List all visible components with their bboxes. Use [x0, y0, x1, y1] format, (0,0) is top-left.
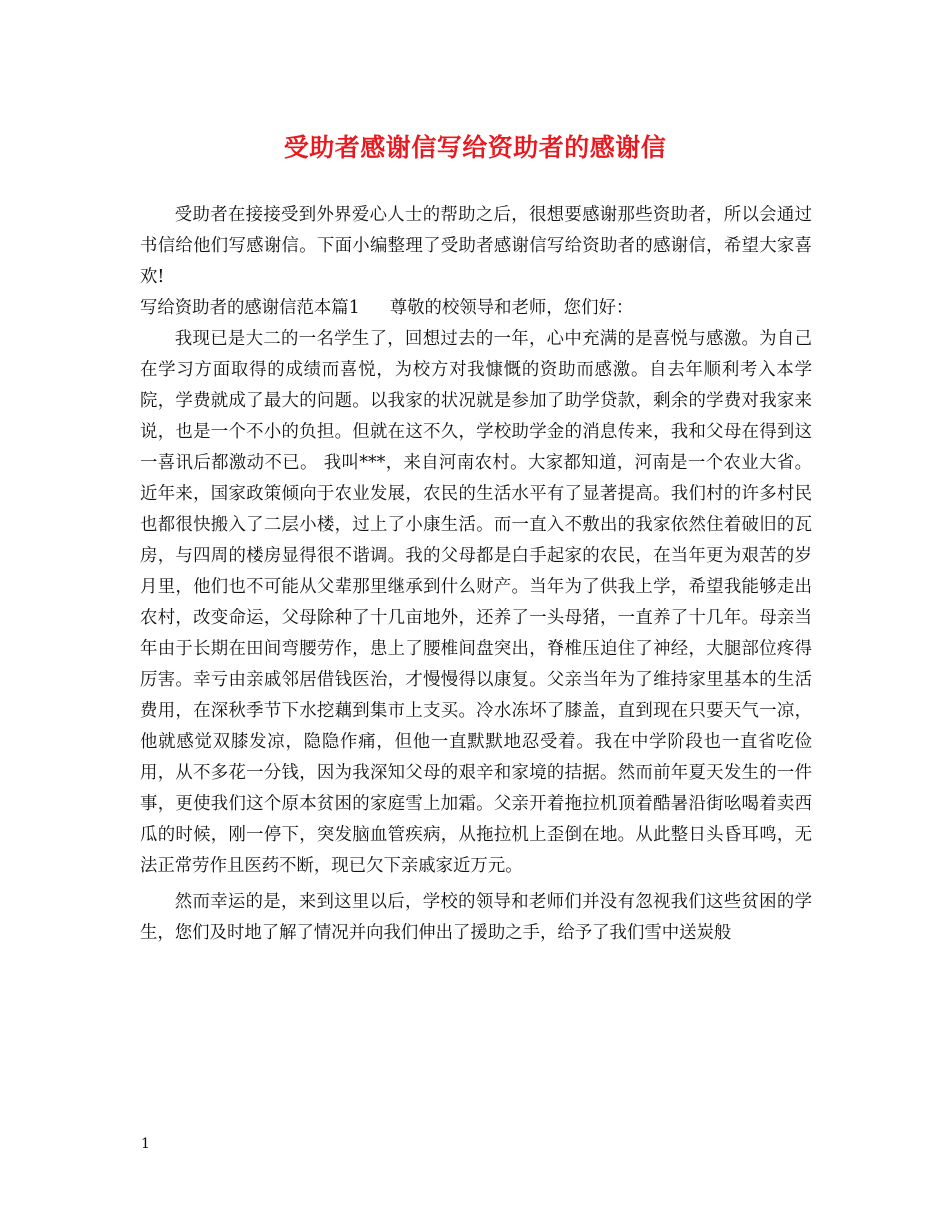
salutation: 尊敬的校领导和老师，您们好：	[389, 298, 634, 318]
document-body	[140, 200, 812, 949]
letter-paragraph-1: 我现已是大二的一名学生了，回想过去的一年，心中充满的是喜悦与感激。为自己在学习方面取得的成绩而喜悦，为校方对我慷慨的资助而感激。自去年顺利考入本学院，学费就成了最大的问题。以我家的状况就是参加了助学贷款，剩余的学费对我家来说，也是一个不小的负担。但就在这不久，学校助学金的消息传来，我和父母在得到这一喜讯后都激动不已。 我叫***，来自河南农村。大家都知道，河南是一个农业大省。近年来，国家政策倾向于农业发展，农民的生活水平有了显著提高。我们村的许多村民也都很快搬入了二层小楼，过上了小康生活。而一直入不敷出的我家依然住着破旧的瓦房，与四周的楼房显得很不谐调。我的父母都是白手起家的农民，在当年更为艰苦的岁月里，他们也不可能从父辈那里继承到什么财产。当年为了供我上学，希望我能够走出农村，改变命运，父母除种了十几亩地外，还养了一头母猪，一直养了十几年。母亲当年由于长期在田间弯腰劳作，患上了腰椎间盘突出，脊椎压迫住了神经，大腿部位疼得厉害。幸亏由亲戚邻居借钱医治，才慢慢得以康复。父亲当年为了维持家里基本的生活费用，在深秋季节下水挖藕到集市上支买。冷水冻坏了膝盖，直到现在只要天气一凉，他就感觉双膝发凉，隐隐作痛，但他一直默默地忍受着。我在中学阶段也一直省吃俭用，从不多花一分钱，因为我深知父母的艰辛和家境的拮据。然而前年夏天发生的一件事，更使我们这个原本贫困的家庭雪上加霜。父亲开着拖拉机顶着酷暑沿街吆喝着卖西瓜的时候，刚一停下，突发脑血管疾病，从拖拉机上歪倒在地。从此整日头昏耳鸣，无法正常劳作且医药不断，现已欠下亲戚家近万元。	[140, 329, 812, 876]
letter-paragraph-2: 然而幸运的是，来到这里以后，学校的领导和老师们并没有忽视我们这些贫困的学生，您们及时地了解了情况并向我们伸出了援助之手，给予了我们雪中送炭般	[140, 892, 812, 943]
page-number: 1	[141, 1136, 150, 1152]
sample-heading-line	[140, 293, 812, 324]
page-title: 受助者感谢信写给资助者的感谢信	[283, 133, 667, 162]
intro-paragraph: 受助者在接接受到外界爱心人士的帮助之后，很想要感谢那些资助者，所以会通过书信给他们写感谢信。下面小编整理了受助者感谢信写给资助者的感谢信，希望大家喜欢!	[140, 205, 812, 287]
sample-heading: 写给资助者的感谢信范本篇1	[140, 298, 360, 318]
